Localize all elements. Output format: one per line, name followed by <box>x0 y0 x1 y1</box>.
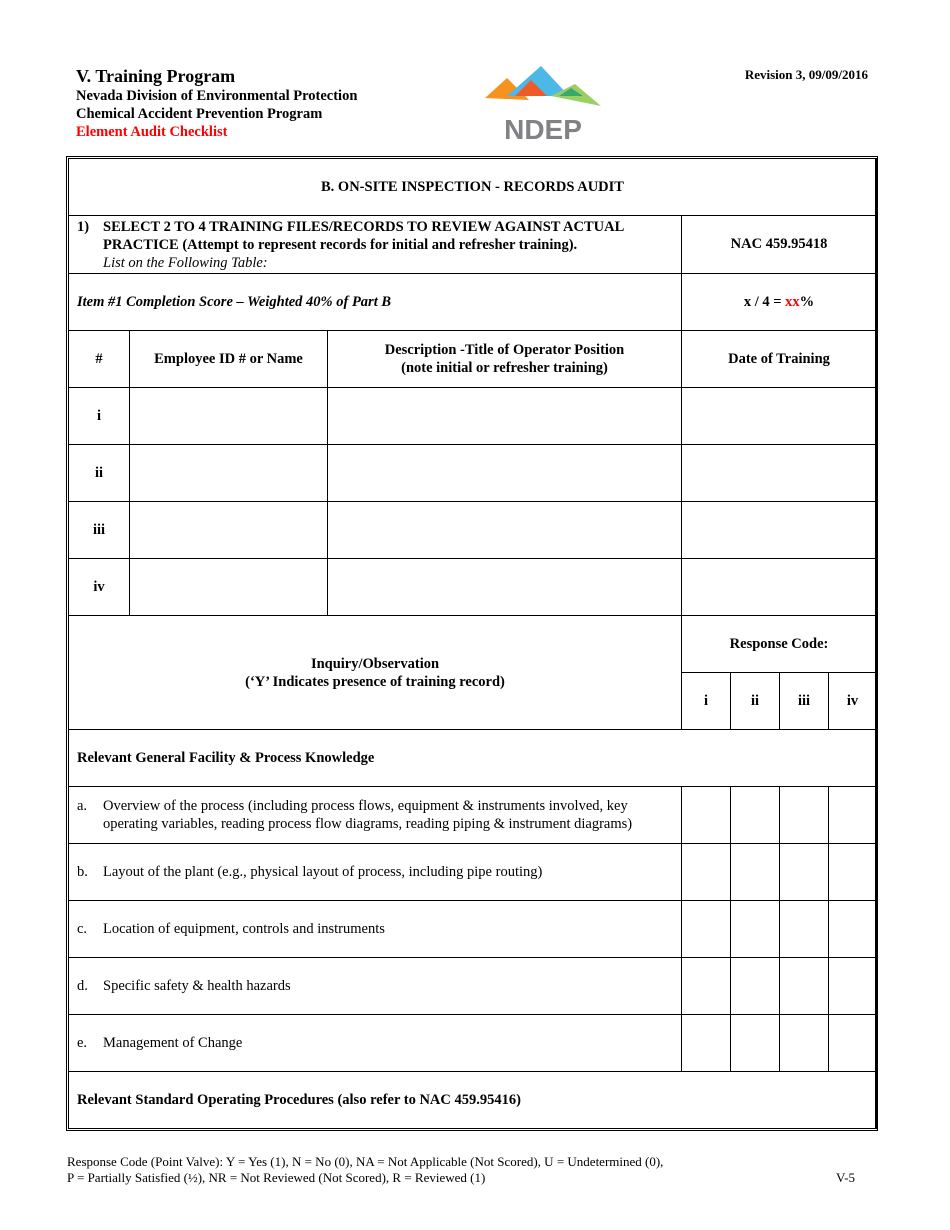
row-label: ii <box>69 445 130 502</box>
description-cell[interactable] <box>328 559 682 616</box>
checklist-item-text <box>69 958 682 1015</box>
item-description: Management of Change <box>103 1035 243 1051</box>
employee-cell[interactable] <box>130 502 328 559</box>
col-header-number: # <box>69 331 130 388</box>
code-header-iii: iii <box>780 673 829 730</box>
description-cell[interactable] <box>328 445 682 502</box>
legend-line2: P = Partially Satisfied (½), NR = Not Reviewed (Not Scored), R = Reviewed (1) <box>67 1170 486 1185</box>
response-cell[interactable] <box>731 844 780 901</box>
checklist-item <box>69 787 877 844</box>
score-suffix: % <box>799 293 815 310</box>
date-cell[interactable] <box>682 388 877 445</box>
code-header-i: i <box>682 673 731 730</box>
response-cell[interactable] <box>682 1015 731 1072</box>
table-row <box>69 502 877 559</box>
checklist-item <box>69 844 877 901</box>
code-header-iv: iv <box>829 673 877 730</box>
group-general-knowledge: Relevant General Facility & Process Knowledge <box>69 730 877 787</box>
score-prefix: x / 4 = <box>743 293 786 310</box>
item-letter: e. <box>77 1035 88 1051</box>
ndep-logo <box>485 66 603 144</box>
col-header-date: Date of Training <box>682 331 877 388</box>
response-cell[interactable] <box>829 958 877 1015</box>
col-header-description-line2: (note initial or refresher training) <box>401 360 608 376</box>
description-cell[interactable] <box>328 502 682 559</box>
audit-table <box>68 158 877 1129</box>
response-cell[interactable] <box>731 901 780 958</box>
response-cell[interactable] <box>780 787 829 844</box>
inquiry-heading <box>69 616 682 730</box>
response-cell[interactable] <box>829 787 877 844</box>
col-header-description-line1: Description -Title of Operator Position <box>384 342 625 358</box>
item-letter: a. <box>77 798 88 814</box>
page-title: V. Training Program <box>76 66 236 86</box>
item-1-line1: SELECT 2 TO 4 TRAINING FILES/RECORDS TO REVIEW AGAINST ACTUAL <box>103 218 625 235</box>
item-letter: c. <box>77 921 88 937</box>
checklist-item <box>69 1015 877 1072</box>
completion-score <box>682 274 877 331</box>
response-cell[interactable] <box>829 1015 877 1072</box>
legend-line1: Response Code (Point Valve): Y = Yes (1), N = No (0), NA = Not Applicable (Not Scored), U = Undetermined (0), <box>67 1154 664 1169</box>
response-cell[interactable] <box>682 958 731 1015</box>
response-cell[interactable] <box>731 787 780 844</box>
response-cell[interactable] <box>682 844 731 901</box>
inquiry-heading-line2: (‘Y’ Indicates presence of training record) <box>245 673 505 690</box>
revision-label: Revision 3, 09/09/2016 <box>744 67 868 82</box>
checklist-item-text <box>69 1015 682 1072</box>
response-cell[interactable] <box>682 901 731 958</box>
response-cell[interactable] <box>731 1015 780 1072</box>
date-cell[interactable] <box>682 445 877 502</box>
item-letter: b. <box>77 864 88 880</box>
response-cell[interactable] <box>780 901 829 958</box>
score-placeholder: xx <box>785 293 800 310</box>
employee-cell[interactable] <box>130 388 328 445</box>
response-cell[interactable] <box>829 901 877 958</box>
date-cell[interactable] <box>682 559 877 616</box>
response-cell[interactable] <box>780 1015 829 1072</box>
agency-name: Nevada Division of Environmental Protection <box>76 88 358 104</box>
response-code-legend <box>67 1154 663 1186</box>
col-header-description <box>328 331 682 388</box>
item-number: 1) <box>77 218 90 235</box>
employee-cell[interactable] <box>130 559 328 616</box>
code-header-ii: ii <box>731 673 780 730</box>
response-cell[interactable] <box>780 958 829 1015</box>
table-row <box>69 559 877 616</box>
row-label: iv <box>69 559 130 616</box>
item-description: Overview of the process (including process flows, equipment & instruments involved, key operating variables, reading process flow diagrams, reading piping & instrument diagrams) <box>103 798 633 832</box>
checklist-item <box>69 958 877 1015</box>
section-title: B. ON-SITE INSPECTION - RECORDS AUDIT <box>69 159 877 216</box>
completion-score-label: Item #1 Completion Score – Weighted 40% of Part B <box>69 274 682 331</box>
response-cell[interactable] <box>829 844 877 901</box>
inquiry-heading-line1: Inquiry/Observation <box>310 655 440 672</box>
nac-reference: NAC 459.95418 <box>682 216 877 274</box>
item-1-instructions <box>69 216 682 274</box>
date-cell[interactable] <box>682 502 877 559</box>
table-row <box>69 445 877 502</box>
response-cell[interactable] <box>780 844 829 901</box>
checklist-item-text <box>69 901 682 958</box>
table-row <box>69 388 877 445</box>
checklist-item <box>69 901 877 958</box>
response-code-label: Response Code: <box>682 616 877 673</box>
row-label: i <box>69 388 130 445</box>
row-label: iii <box>69 502 130 559</box>
program-name: Chemical Accident Prevention Program <box>76 106 323 122</box>
col-header-employee: Employee ID # or Name <box>130 331 328 388</box>
response-cell[interactable] <box>731 958 780 1015</box>
page-number: V-5 <box>836 1170 856 1185</box>
item-1-line2: PRACTICE (Attempt to represent records for initial and refresher training). <box>103 236 578 253</box>
item-1-line3: List on the Following Table: <box>103 254 268 271</box>
checklist-item-text <box>69 844 682 901</box>
group-standard-procedures: Relevant Standard Operating Procedures (also refer to NAC 459.95416) <box>69 1072 877 1129</box>
response-cell[interactable] <box>682 787 731 844</box>
checklist-name: Element Audit Checklist <box>76 124 228 140</box>
item-description: Layout of the plant (e.g., physical layout of process, including pipe routing) <box>103 864 543 880</box>
item-letter: d. <box>77 978 88 994</box>
employee-cell[interactable] <box>130 445 328 502</box>
item-description: Specific safety & health hazards <box>103 978 291 994</box>
checklist-item-text <box>69 787 682 844</box>
description-cell[interactable] <box>328 388 682 445</box>
logo-text: NDEP <box>504 114 582 144</box>
item-description: Location of equipment, controls and instruments <box>103 921 385 937</box>
